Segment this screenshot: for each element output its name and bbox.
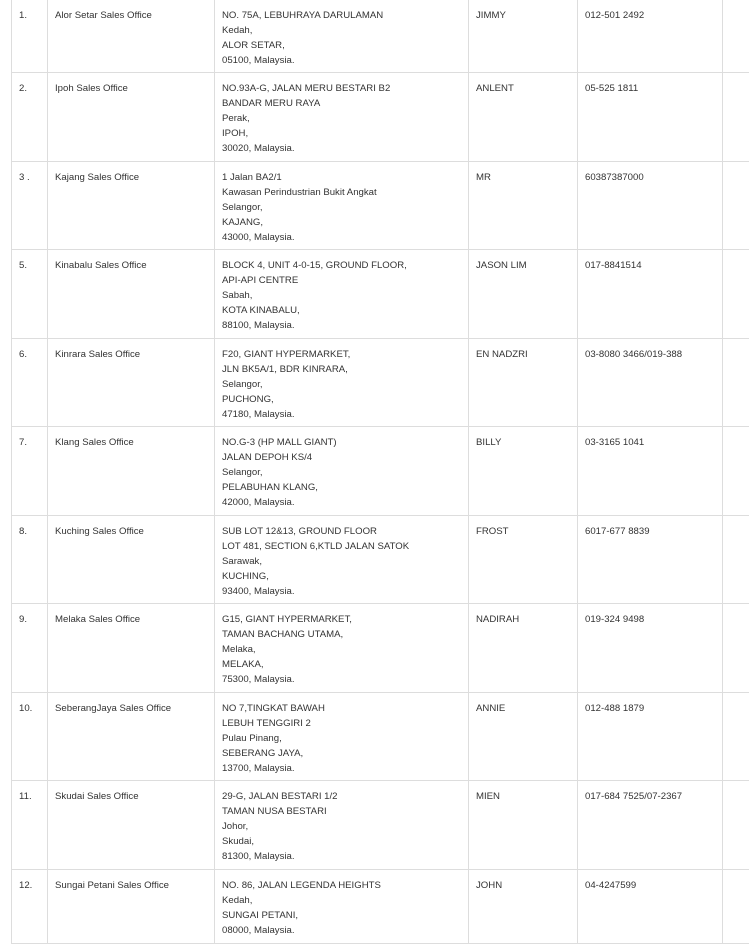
contact-person: BILLY: [469, 427, 578, 516]
office-name: Kinrara Sales Office: [48, 339, 215, 427]
phone-number: 6017-677 8839: [578, 516, 723, 604]
office-address: [215, 73, 469, 162]
office-name: Klang Sales Office: [48, 427, 215, 516]
phone-number: 03-8080 3466/019-388: [578, 339, 723, 427]
contact-person: JASON LIM: [469, 250, 578, 339]
table-row: [12, 73, 749, 162]
address-line: JALAN DEPOH KS/4: [222, 452, 313, 463]
address-line: JLN BK5A/1, BDR KINRARA,: [222, 364, 348, 375]
address-line: ALOR SETAR,: [222, 40, 285, 51]
address-line: SUB LOT 12&13, GROUND FLOOR: [222, 526, 377, 537]
office-name: Kinabalu Sales Office: [48, 250, 215, 339]
phone-number: 05-525 1811: [578, 73, 723, 162]
row-number: 3 .: [12, 162, 48, 250]
address-line: NO. 75A, LEBUHRAYA DARULAMAN: [222, 10, 384, 21]
address-line: SUNGAI PETANI,: [222, 910, 299, 921]
phone-number: 017-8841514: [578, 250, 723, 339]
address-line: Selangor,: [222, 379, 263, 390]
phone-number: 012-501 2492: [578, 0, 723, 73]
office-address: [215, 162, 469, 250]
address-line: G15, GIANT HYPERMARKET,: [222, 614, 352, 625]
address-line: 05100, Malaysia.: [222, 55, 295, 66]
address-line: IPOH,: [222, 128, 249, 139]
office-address: [215, 339, 469, 427]
address-line: NO 7,TINGKAT BAWAH: [222, 703, 325, 714]
row-number: 8.: [12, 516, 48, 604]
address-line: PUCHONG,: [222, 394, 274, 405]
address-line: Melaka,: [222, 644, 256, 655]
office-name: Kajang Sales Office: [48, 162, 215, 250]
address-line: TAMAN NUSA BESTARI: [222, 806, 327, 817]
extra-column: [723, 0, 749, 73]
address-line: 30020, Malaysia.: [222, 143, 295, 154]
address-line: LEBUH TENGGIRI 2: [222, 718, 311, 729]
office-address: [215, 604, 469, 693]
table-row: [12, 870, 749, 944]
table-row: [12, 604, 749, 693]
office-name: Melaka Sales Office: [48, 604, 215, 693]
office-address: [215, 427, 469, 516]
address-line: Johor,: [222, 821, 249, 832]
address-line: PELABUHAN KLANG,: [222, 482, 318, 493]
extra-column: [723, 870, 749, 944]
address-line: Kedah,: [222, 895, 253, 906]
address-line: SEBERANG JAYA,: [222, 748, 304, 759]
address-line: BLOCK 4, UNIT 4-0-15, GROUND FLOOR,: [222, 260, 407, 271]
row-number: 1.: [12, 0, 48, 73]
address-line: Selangor,: [222, 467, 263, 478]
address-line: Kawasan Perindustrian Bukit Angkat: [222, 187, 377, 198]
extra-column: [723, 693, 749, 781]
address-line: Perak,: [222, 113, 250, 124]
phone-number: 019-324 9498: [578, 604, 723, 693]
table-row: [12, 339, 749, 427]
address-line: 47180, Malaysia.: [222, 409, 295, 420]
row-number: 6.: [12, 339, 48, 427]
office-address: [215, 781, 469, 870]
address-line: BANDAR MERU RAYA: [222, 98, 321, 109]
address-line: KOTA KINABALU,: [222, 305, 300, 316]
address-line: Kedah,: [222, 25, 253, 36]
sales-office-table-body: [12, 0, 749, 944]
address-line: Pulau Pinang,: [222, 733, 282, 744]
office-name: Kuching Sales Office: [48, 516, 215, 604]
phone-number: 012-488 1879: [578, 693, 723, 781]
contact-person: MR: [469, 162, 578, 250]
phone-number: 60387387000: [578, 162, 723, 250]
extra-column: [723, 339, 749, 427]
contact-person: JOHN: [469, 870, 578, 944]
address-line: Skudai,: [222, 836, 254, 847]
address-line: 81300, Malaysia.: [222, 851, 295, 862]
office-address: [215, 250, 469, 339]
address-line: NO. 86, JALAN LEGENDA HEIGHTS: [222, 880, 381, 891]
row-number: 10.: [12, 693, 48, 781]
address-line: Selangor,: [222, 202, 263, 213]
address-line: 1 Jalan BA2/1: [222, 172, 282, 183]
office-address: [215, 870, 469, 944]
address-line: KUCHING,: [222, 571, 269, 582]
table-row: [12, 162, 749, 250]
office-address: [215, 516, 469, 604]
table-row: [12, 693, 749, 781]
extra-column: [723, 250, 749, 339]
extra-column: [723, 73, 749, 162]
contact-person: EN NADZRI: [469, 339, 578, 427]
address-line: LOT 481, SECTION 6,KTLD JALAN SATOK: [222, 541, 410, 552]
extra-column: [723, 604, 749, 693]
table-row: [12, 0, 749, 73]
address-line: MELAKA,: [222, 659, 264, 670]
row-number: 2.: [12, 73, 48, 162]
address-line: 43000, Malaysia.: [222, 232, 295, 243]
address-line: Sarawak,: [222, 556, 262, 567]
contact-person: ANNIE: [469, 693, 578, 781]
table-row: [12, 250, 749, 339]
office-name: SeberangJaya Sales Office: [48, 693, 215, 781]
office-name: Sungai Petani Sales Office: [48, 870, 215, 944]
phone-number: 03-3165 1041: [578, 427, 723, 516]
extra-column: [723, 781, 749, 870]
address-line: 29-G, JALAN BESTARI 1/2: [222, 791, 338, 802]
row-number: 7.: [12, 427, 48, 516]
address-line: 13700, Malaysia.: [222, 763, 295, 774]
office-address: [215, 693, 469, 781]
address-line: NO.G-3 (HP MALL GIANT): [222, 437, 337, 448]
phone-number: 04-4247599: [578, 870, 723, 944]
contact-person: FROST: [469, 516, 578, 604]
contact-person: ANLENT: [469, 73, 578, 162]
office-address: [215, 0, 469, 73]
sales-office-table: [11, 0, 749, 944]
office-name: Skudai Sales Office: [48, 781, 215, 870]
table-row: [12, 516, 749, 604]
extra-column: [723, 162, 749, 250]
extra-column: [723, 427, 749, 516]
address-line: API-API CENTRE: [222, 275, 299, 286]
address-line: NO.93A-G, JALAN MERU BESTARI B2: [222, 83, 391, 94]
address-line: KAJANG,: [222, 217, 264, 228]
contact-person: MIEN: [469, 781, 578, 870]
address-line: TAMAN BACHANG UTAMA,: [222, 629, 344, 640]
contact-person: NADIRAH: [469, 604, 578, 693]
table-row: [12, 427, 749, 516]
address-line: 08000, Malaysia.: [222, 925, 295, 936]
phone-number: 017-684 7525/07-2367: [578, 781, 723, 870]
address-line: 88100, Malaysia.: [222, 320, 295, 331]
row-number: 9.: [12, 604, 48, 693]
address-line: 93400, Malaysia.: [222, 586, 295, 597]
office-name: Alor Setar Sales Office: [48, 0, 215, 73]
row-number: 12.: [12, 870, 48, 944]
row-number: 11.: [12, 781, 48, 870]
address-line: Sabah,: [222, 290, 253, 301]
table-row: [12, 781, 749, 870]
address-line: 42000, Malaysia.: [222, 497, 295, 508]
address-line: F20, GIANT HYPERMARKET,: [222, 349, 351, 360]
address-line: 75300, Malaysia.: [222, 674, 295, 685]
contact-person: JIMMY: [469, 0, 578, 73]
row-number: 5.: [12, 250, 48, 339]
office-name: Ipoh Sales Office: [48, 73, 215, 162]
extra-column: [723, 516, 749, 604]
